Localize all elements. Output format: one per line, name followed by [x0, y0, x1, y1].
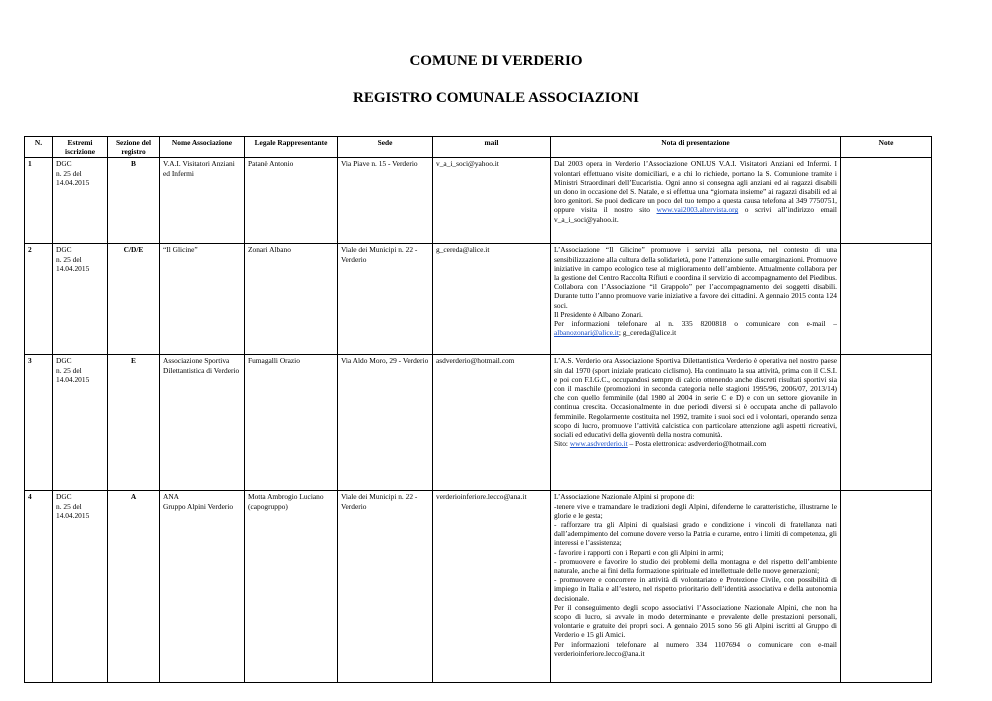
registration-line: DGC — [56, 159, 72, 169]
note-text: - favorire i rapporti con i Reparti e con gli Alpini in armi; — [554, 547, 724, 557]
column-header: Sezione del registro — [108, 137, 160, 158]
email: g_cereda@alice.it — [433, 244, 551, 355]
registration-line: n. 25 del — [56, 254, 82, 264]
row-number: 3 — [25, 355, 53, 491]
legal-representative: Fumagalli Orazio — [245, 355, 338, 491]
column-header: mail — [433, 137, 551, 158]
association-name: ANA Gruppo Alpini Verderio — [160, 491, 245, 683]
note-text: - rafforzare tra gli Alpini di qualsiasi grado e condizione i vincoli di fratellanza nati dall’adempimento del comune dovere verso la Patria e curarne, entro i limiti di competenza, gli interessi e l’assistenza; — [554, 520, 837, 548]
table-row — [25, 158, 932, 244]
note-text: -tenere vive e tramandare le tradizioni degli Alpini, difenderne le caratteristiche, illustrarne le glorie e le gesta; — [554, 501, 837, 520]
registration-line: DGC — [56, 356, 72, 366]
association-name: Associazione Sportiva Dilettantistica di Verderio — [160, 355, 245, 491]
note-text: L’A.S. Verderio ora Associazione Sportiva Dilettantistica Verderio è operativa nel nostro paese sin dal 1970 (sport iniziale praticato ciclismo). Ha continuato la sua attività, prima con il C.S.I. e poi con F.I.G.C., occupandosi sempre di calcio ottenendo anche discreti risultati sportivi sia con il maschile (promozioni in seconda categoria nelle stagioni 1995/96, 2006/07, 2013/14) che con quello femminile (dal 1980 al 2004 in serie C e D) e con un settore giovanile in continua crescita. Occasionalmente in due periodi diversi si è occupata anche di pallavolo femminile. Regolarmente costituita nel 1992, tramite i suoi soci ed i volontari, operando senza scopo di lucro, promuove l’attività calcistica con particolare attenzione agli aspetti ricreativi, sociali ed educativi della gioventù della nostra comunità. — [554, 356, 837, 440]
page-subtitle: REGISTRO COMUNALE ASSOCIAZIONI — [353, 90, 639, 106]
website-link[interactable]: www.vai2003.altervista.org — [656, 205, 739, 215]
email: v_a_i_soci@yahoo.it — [433, 158, 551, 244]
presentation-note — [551, 355, 841, 491]
column-header: Legale Rappresentante — [245, 137, 338, 158]
note-text: Sito: — [554, 439, 570, 449]
registry-section: A — [108, 491, 160, 683]
column-header: Nota di presentazione — [551, 137, 841, 158]
notes — [841, 355, 932, 491]
registry-section: C/D/E — [108, 244, 160, 355]
registration-details — [53, 158, 108, 244]
headquarters: Via Aldo Moro, 29 - Verderio — [338, 355, 433, 491]
note-text: - promuovere e favorire lo studio dei problemi della montagna e del rispetto dell’ambiente naturale, anche ai fini della formazione spirituale ed intellettuale delle nuove generazioni; — [554, 556, 837, 576]
registration-line: n. 25 del — [56, 365, 82, 375]
note-text: Il Presidente è Albano Zonari. — [554, 309, 643, 319]
association-name: “Il Glicine” — [160, 244, 245, 355]
association-name: V.A.I. Visitatori Anziani ed Infermi — [160, 158, 245, 244]
page-title: COMUNE DI VERDERIO — [409, 53, 583, 69]
registration-details — [53, 244, 108, 355]
presentation-note — [551, 491, 841, 683]
presentation-note — [551, 244, 841, 355]
registration-line: n. 25 del — [56, 501, 82, 511]
email: asdverderio@hotmail.com — [433, 355, 551, 491]
note-text: L’Associazione Nazionale Alpini si propone di: — [554, 492, 695, 502]
headquarters: Viale dei Municipi n. 22 - Verderio — [338, 244, 433, 355]
note-text: Per il conseguimento degli scopo associativi l’Associazione Nazionale Alpini, che non ha scopo di lucro, si avvale in modo determinante e prevalente delle prestazioni personali, volontarie e gratuite dei propri soci. A gennaio 2015 sono 56 gli Alpini iscritti al Gruppo di Verderio e 15 gli Amici. — [554, 602, 837, 640]
website-link[interactable]: www.asdverderio.it — [569, 439, 628, 449]
column-header: Sede — [338, 137, 433, 158]
column-header: Estremi iscrizione — [53, 137, 108, 158]
note-text: Per informazioni telefonare al n. 335 8200818 o comunicare con e-mail – — [554, 319, 837, 329]
column-header: Nome Associazione — [160, 137, 245, 158]
registration-line: 14.04.2015 — [56, 510, 90, 520]
table-body — [25, 158, 932, 683]
note-text: L’Associazione “Il Glicine” promuove i servizi alla persona, nel contesto di una sensibilizzazione alla cultura della solidarietà, pone l’attenzione sulle emarginazioni. Promuove iniziative in campo ecologico tese al miglioramento dell’ambiente. Attualmente collabora per la gestione del Centro Raccolta Rifiuti e coordina il servizio di accompagnamento del Piedibus. Collabora con l’Associazione “il Grappolo” per l’accompagnamento dei soggetti disabili. Durante tutto l’anno promuove varie iniziative a favore dei cittadini. A gennaio 2015 conta 124 soci. — [554, 245, 837, 310]
table-row — [25, 244, 932, 355]
email: verderioinferiore.lecco@ana.it — [433, 491, 551, 683]
note-text: ; g_cereda@alice.it — [618, 328, 677, 338]
legal-representative: Patanè Antonio — [245, 158, 338, 244]
row-number: 4 — [25, 491, 53, 683]
registry-section: E — [108, 355, 160, 491]
headquarters: Via Piave n. 15 - Verderio — [338, 158, 433, 244]
column-header: Note — [841, 137, 932, 158]
notes — [841, 158, 932, 244]
note-text: - promuovere e concorrere in attività di volontariato e Protezione Civile, con possibilità di impiego in Italia e all’estero, nel rispetto prioritario dell’identità associativa e della autonomia decisionale. — [554, 575, 837, 603]
note-text: o scrivi all’indirizzo email v_a_i_soci@yahoo.it. — [554, 205, 837, 224]
registration-details — [53, 355, 108, 491]
notes — [841, 244, 932, 355]
registration-details — [53, 491, 108, 683]
column-header: N. — [25, 137, 53, 158]
note-text: Per informazioni telefonare al numero 334 1107694 o comunicare con e-mail verderioinferiore.lecco@ana.it — [554, 639, 837, 658]
registration-line: DGC — [56, 245, 72, 255]
registry-section: B — [108, 158, 160, 244]
registration-line: DGC — [56, 492, 72, 502]
notes — [841, 491, 932, 683]
associations-table — [24, 136, 932, 683]
legal-representative: Motta Ambrogio Luciano (capogruppo) — [245, 491, 338, 683]
row-number: 2 — [25, 244, 53, 355]
table-row — [25, 491, 932, 683]
registration-line: 14.04.2015 — [56, 177, 90, 187]
table-header-row — [25, 137, 932, 158]
legal-representative: Zonari Albano — [245, 244, 338, 355]
headquarters: Viale dei Municipi n. 22 - Verderio — [338, 491, 433, 683]
table-row — [25, 355, 932, 491]
registration-line: 14.04.2015 — [56, 263, 90, 273]
website-link[interactable]: albanozonari@alice.it — [554, 328, 619, 338]
presentation-note — [551, 158, 841, 244]
row-number: 1 — [25, 158, 53, 244]
registration-line: n. 25 del — [56, 168, 82, 178]
note-text: – Posta elettronica: asdverderio@hotmail.com — [627, 439, 767, 449]
note-text: Dal 2003 opera in Verderio l’Associazione ONLUS V.A.I. Visitatori Anziani ed Infermi. I volontari effettuano visite domiciliari, e a chi lo richiede, portano la S. Comunione tramite i Ministri Straordinari dell’Eucaristia. Ogni anno si consegna agli anziani ed ai ragazzi disabili un dono in occasione del S. Natale, e si effettua una “giornata insieme” ai ragazzi disabili ed ai loro genitori. Se puoi dedicare un poco del tuo tempo a questa causa telefona al 349 7750751, oppure visita il nostro sito — [554, 159, 837, 215]
registration-line: 14.04.2015 — [56, 374, 90, 384]
